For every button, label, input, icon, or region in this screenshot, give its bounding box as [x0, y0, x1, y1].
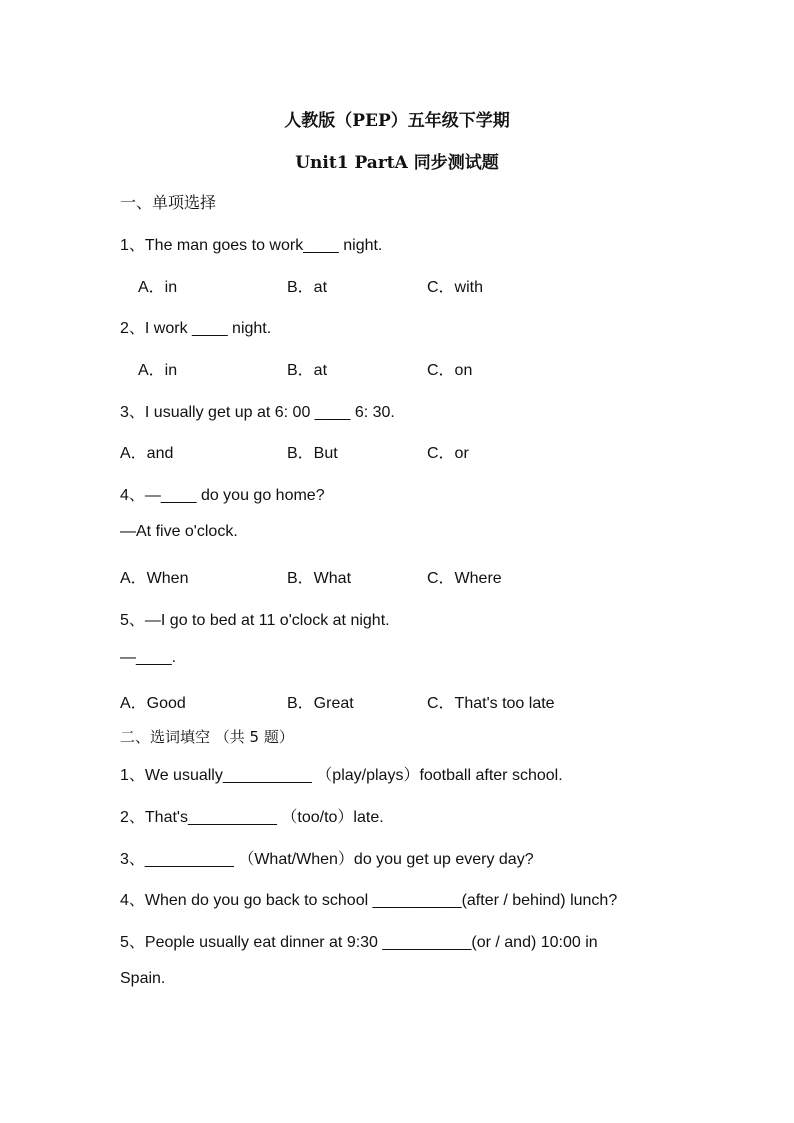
question-4-option-a: A．When — [120, 570, 189, 587]
question-2-option-c: C．on — [427, 362, 473, 379]
section-1-heading: 一、单项选择 — [120, 193, 217, 212]
question-4-answer-line: —At five o'clock. — [120, 523, 238, 540]
question-5-stem: 5、—I go to bed at 11 o'clock at night. — [120, 612, 390, 629]
fill-item-5: 5、People usually eat dinner at 9:30 __________(or / and) 10:00 in — [120, 934, 598, 951]
question-5-option-a: A．Good — [120, 695, 186, 712]
question-2-option-a: A．in — [138, 362, 178, 379]
question-5-answer-line: —____. — [120, 649, 177, 666]
fill-item-3: 3、__________ （What/When）do you get up every day? — [120, 851, 534, 868]
fill-item-4: 4、When do you go back to school __________(after / behind) lunch? — [120, 892, 618, 909]
question-1-option-c: C．with — [427, 279, 484, 296]
question-5-option-c: C．That's too late — [427, 695, 555, 712]
question-2-option-b: B．at — [287, 362, 328, 379]
question-2-stem: 2、I work ____ night. — [120, 320, 272, 337]
page-title: 人教版（PEP）五年级下学期 — [284, 111, 510, 131]
fill-item-5-continued: Spain. — [120, 970, 166, 987]
fill-item-2: 2、That's__________ （too/to）late. — [120, 809, 384, 826]
question-3-option-b: B．But — [287, 445, 338, 462]
question-4-option-c: C．Where — [427, 570, 502, 587]
question-1-option-a: A．in — [138, 279, 178, 296]
question-5-option-b: B．Great — [287, 695, 354, 712]
fill-item-1: 1、We usually__________ （play/plays）football after school. — [120, 767, 563, 784]
question-1-option-b: B．at — [287, 279, 328, 296]
question-1-stem: 1、The man goes to work____ night. — [120, 237, 383, 254]
section-2-heading: 二、选词填空 （共 5 题） — [120, 728, 294, 746]
page-subtitle: Unit1 PartA 同步测试题 — [295, 153, 499, 173]
question-4-stem: 4、—____ do you go home? — [120, 487, 325, 504]
question-4-option-b: B．What — [287, 570, 352, 587]
question-3-option-c: C．or — [427, 445, 469, 462]
question-3-option-a: A．and — [120, 445, 174, 462]
question-3-stem: 3、I usually get up at 6: 00 ____ 6: 30. — [120, 404, 395, 421]
